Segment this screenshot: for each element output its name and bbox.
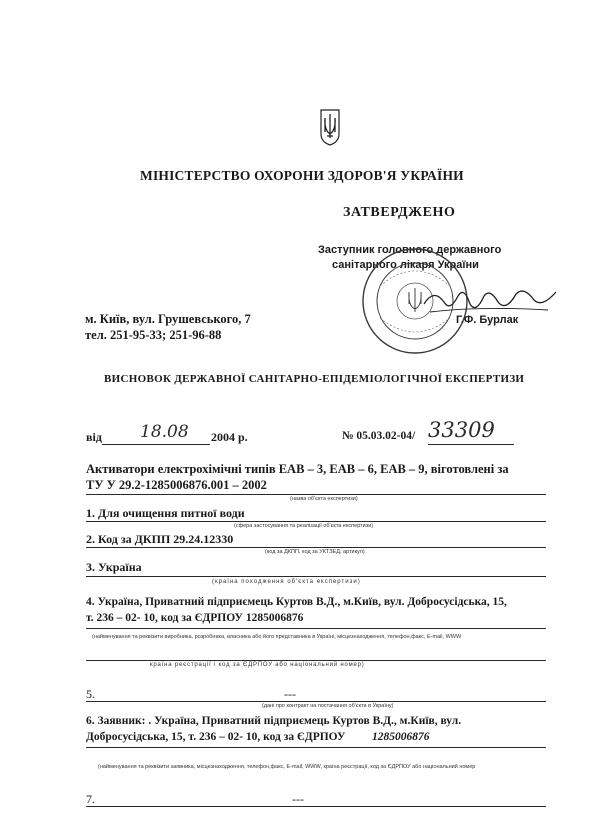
number-underline [428, 444, 514, 445]
item-5-underline [86, 701, 546, 702]
item-1-text: 1. Для очищення питної води [86, 506, 245, 520]
item-4-line-1: 4. Україна, Приватний підприємець Куртов В.Д., м.Київ, вул. Добросусідська, 15, [86, 596, 507, 608]
object-caption: (назва об'єкта експертизи) [290, 496, 358, 502]
item-3-caption: (країна походження об'єкта експертизи) [212, 579, 361, 585]
object-underline [86, 494, 546, 495]
item-4-caption: (найменування та реквізити виробника, розробника, власника або його представника в Україні, місцезнаходження, телефон,факс, E-mail, WWW [92, 634, 462, 640]
date-year: 2004 р. [211, 430, 248, 444]
object-line-1: Активатори електрохімічні типів ЕАВ – 3, ЕАВ – 6, ЕАВ – 9, віготовлені за [86, 462, 509, 476]
item-4-underline-1 [86, 628, 546, 629]
number-label: № 05.03.02-04/ [342, 430, 416, 442]
item-6-line-2: Добросусідська, 15, т. 236 – 02- 10, код за ЄДРПОУ [86, 731, 346, 743]
item-3-text: 3. Україна [86, 560, 142, 574]
approver-line-2: санітарного лікаря України [332, 259, 479, 271]
item-6-code: 1285006876 [372, 731, 430, 743]
approver-line-1: Заступник головного державного [318, 244, 502, 256]
item-1-caption: (сфера застосування та реалізації об'єкта експертизи) [234, 523, 374, 529]
item-2-underline [86, 547, 546, 548]
address-line-1: м. Київ, вул. Грушевського, 7 [85, 312, 251, 326]
item-6-caption: (найменування та реквізити заявника, місцезнаходження, телефон,факс, E-mail, WWW, країна реєстрації, код за ЄДРПОУ або національний номер [98, 764, 476, 770]
item-5-text: 5. [86, 687, 95, 701]
item-4-underline-2 [86, 660, 546, 661]
item-5-dash: --- [284, 687, 296, 701]
item-7-text: 7. [86, 792, 95, 806]
item-6-underline [86, 747, 546, 748]
item-7-underline [86, 806, 546, 807]
trident-emblem-icon [318, 108, 342, 146]
document-title: ВИСНОВОК ДЕРЖАВНОЇ САНІТАРНО-ЕПІДЕМІОЛОГІЧНОЇ ЕКСПЕРТИЗИ [104, 373, 525, 385]
object-line-2: ТУ У 29.2-1285006876.001 – 2002 [86, 478, 267, 492]
registry-caption: країна реєстрації і код за ЄДРПОУ або національний номер) [150, 662, 365, 668]
item-2-text: 2. Код за ДКПП 29.24.12330 [86, 532, 234, 546]
item-4-line-2: т. 236 – 02- 10, код за ЄДРПОУ 1285006876 [86, 612, 304, 624]
signatory-name: Г.Ф. Бурлак [456, 314, 519, 326]
ministry-title: МІНІСТЕРСТВО ОХОРОНИ ЗДОРОВ'Я УКРАЇНИ [140, 168, 464, 183]
item-7-dash: --- [292, 792, 304, 806]
address-line-2: тел. 251-95-33; 251-96-88 [85, 328, 222, 342]
item-2-caption: (код за ДКПП, код за УКТЗЕД, артикул) [265, 549, 365, 555]
date-underline [102, 444, 210, 445]
approved-label: ЗАТВЕРДЖЕНО [343, 205, 456, 220]
item-6-line-1: 6. Заявник: . Україна, Приватний підприємець Куртов В.Д., м.Київ, вул. [86, 715, 462, 727]
date-handwritten: 18.08 [140, 422, 189, 442]
number-handwritten: 33309 [428, 418, 495, 442]
item-3-underline [86, 576, 546, 577]
item-5-caption: (дані про контракт на постачання об'єкта в Україну) [262, 703, 394, 709]
item-1-underline [86, 521, 546, 522]
date-from-label: від [86, 430, 102, 444]
